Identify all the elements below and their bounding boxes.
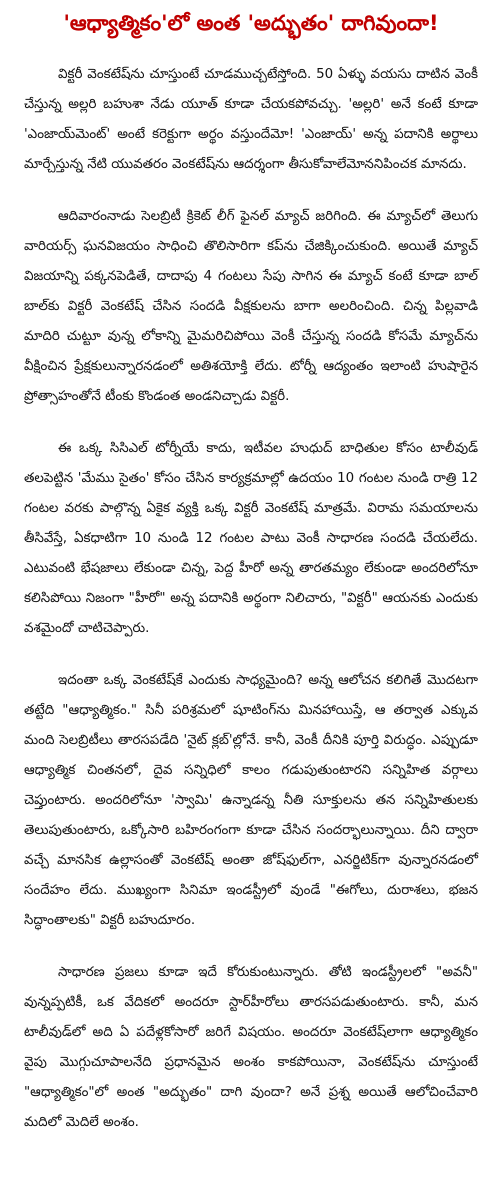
article-paragraph-2: ఆదివారంనాడు సెలబ్రిటీ క్రికెట్ లీగ్ ఫైనల్ మ్యాచ్ జరిగింది. ఈ మ్యాచ్‌లో తెలుగు వారియర్స్ ఘనవిజయం సాధించి తొలిసారిగా కప్‌ను చేజిక్కించుకుంది. అయితే మ్యాచ్ విజయాన్ని పక్కనపెడితే, దాదాపు 4 గంటలు సేపు సాగిన ఈ మ్యాచ్ కంటే కూడా బాల్ బాల్‌కు విక్టరీ వెంకటేష్ చేసిన సందడి వీక్షకులను బాగా అలరించింది. చిన్న పిల్లవాడి మాదిరి చుట్టూ వున్న లోకాన్ని మైమరిచిపోయి వెంకీ చేస్తున్న సందడి కోసమే మ్యాచ్‌ను వీక్షించిన ప్రేక్షకులున్నారనడంలో అతిశయోక్తి లేదు. టోర్నీ ఆద్యంతం ఇలాంటి హుషారైన ప్రోత్సాహంతోనే టీంకు కొండంత అండనిచ్చాడు విక్టరీ.: [24, 209, 478, 404]
article-paragraph-1: విక్టరీ వెంకటేష్‌ను చూస్తుంటే చూడముచ్చటేస్తోంది. 50 ఏళ్ళు వయసు దాటిన వెంకీ చేస్తున్న అల్లరి బహుశా నేడు యూత్ కూడా చేయకపోవచ్చు. 'అల్లరి' అనే కంటే కూడా 'ఎంజాయ్‌మెంట్' అంటే కరెక్టుగా అర్థం వస్తుందేమో! 'ఎంజాయ్' అన్న పదానికి అర్థాలు మార్చేస్తున్న నేటి యువతరం వెంకటేష్‌ను ఆదర్శంగా తీసుకోవాలేమోననిపించక మానదు.: [24, 67, 478, 172]
article-paragraph-3: ఈ ఒక్క సిసిఎల్ టోర్నీయే కాదు, ఇటీవల హుధుద్ బాధితుల కోసం టాలీవుడ్ తలపెట్టిన 'మేము సైతం' కోసం చేసిన కార్యక్రమాల్లో ఉదయం 10 గంటల నుండి రాత్రి 12 గంటల వరకు పాల్గొన్న ఏకైక వ్యక్తి ఒక్క విక్టరీ వెంకటేష్ మాత్రమే. విరామ సమయాలను తీసివేస్తే, ఏకధాటిగా 10 నుండి 12 గంటల పాటు వెంకీ సాధారణ సందడి చేయలేదు. ఎటువంటి భేషజాలు లేకుండా చిన్న, పెద్ద హీరో అన్న తారతమ్యం లేకుండా అందరిలోనూ కలిసిపోయి నిజంగా "హీరో" అన్న పదానికి అర్థంగా నిలిచారు, "విక్టరీ" ఆయనకు ఎందుకు వశమైందో చాటిచెప్పారు.: [24, 441, 478, 636]
article-paragraph-4: ఇదంతా ఒక్క వెంకటేష్‌కే ఎందుకు సాధ్యమైంది? అన్న ఆలోచన కలిగితే మొదటగా తట్టేది "ఆధ్యాత్మికం." సినీ పరిశ్రమలో షూటింగ్‌ను మినహాయిస్తే, ఆ తర్వాత ఎక్కువ మంది సెలబ్రిటీలు తారసపడేది 'నైట్ క్లబ్‌'ల్లోనే. కానీ, వెంకీ దీనికి పూర్తి విరుద్ధం. ఎప్పుడూ ఆధ్యాత్మిక చింతనలో, దైవ సన్నిధిలో కాలం గడుపుతుంటారని సన్నిహిత వర్గాలు చెప్తుంటారు. అందరిలోనూ 'స్వామి' ఉన్నాడన్న నీతి సూక్తులను తన సన్నిహితులకు తెలుపుతుంటారు, ఒక్కోసారి బహిరంగంగా కూడా చేసిన సందర్భాలున్నాయి. దీని ద్వారా వచ్చే మానసిక ఉల్లాసంతో వెంకటేష్ అంతా జోష్‌ఫుల్‌గా, ఎనర్జిటిక్‌గా వున్నారనడంలో సందేహం లేదు. ముఖ్యంగా సినిమా ఇండస్ట్రీలో వుండే "ఈగోలు, దురాశలు, భజన సిద్ధాంతాలకు" విక్టరీ బహుదూరం.: [24, 673, 478, 928]
article-paragraph-5: సాధారణ ప్రజలు కూడా ఇదే కోరుకుంటున్నారు. తోటి ఇండస్ట్రీలలో "అవనీ" వున్నప్పటికీ, ఒక వేదికలో అందరూ స్టార్‌హీరోలు తారసపడుతుంటారు. కానీ, మన టాలీవుడ్‌లో అది ఏ పదేళ్లకోసారో జరిగే విషయం. అందరూ వెంకటేష్‌లాగా ఆధ్యాత్మికం వైపు మొగ్గుచూపాలనేది ప్రధానమైన అంశం కాకపోయినా, వెంకటేష్‌ను చూస్తుంటే "ఆధ్యాత్మికం"లో అంత "అద్భుతం" దాగి వుందా? అనే ప్రశ్న అయితే ఆలోచించేవారి మదిలో మెదిలే అంశం.: [24, 965, 478, 1130]
article-headline: 'ఆధ్యాత్మికం'లో అంత 'అద్భుతం' దాగివుందా!: [63, 11, 439, 35]
article-body: [24, 60, 478, 1138]
